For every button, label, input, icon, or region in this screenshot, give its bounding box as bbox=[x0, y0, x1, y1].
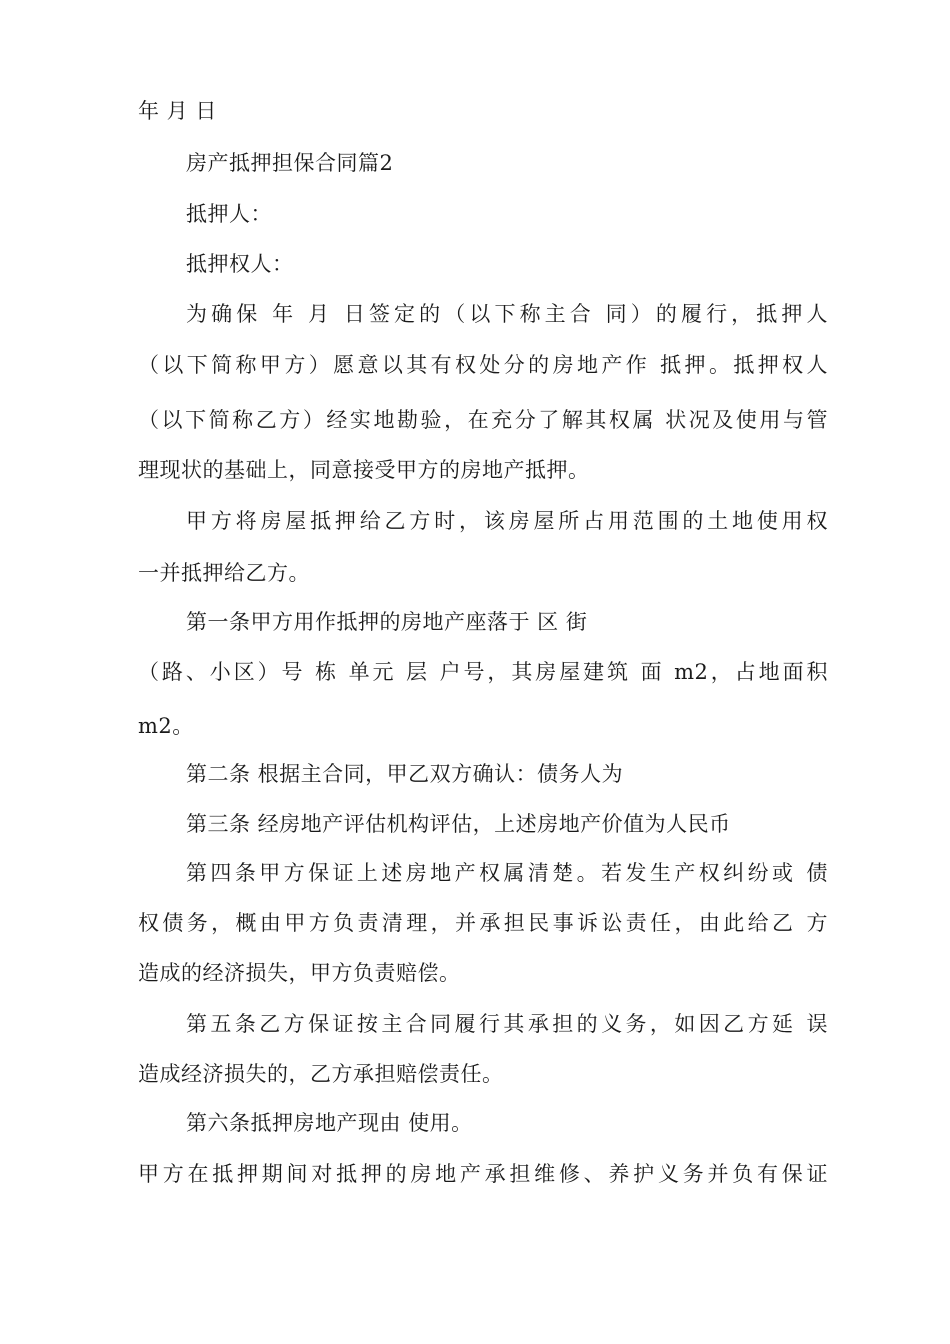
section-title: 房产抵押担保合同篇2 bbox=[186, 151, 394, 175]
clause-1-line: （路、小区）号 栋 单元 层 户号，其房屋建筑 面 m2，占地面积 bbox=[138, 660, 828, 684]
clause-3-line: 第三条 经房地产评估机构评估，上述房地产价值为人民币 bbox=[186, 812, 731, 836]
date-line: 年 月 日 bbox=[138, 99, 217, 123]
clause-6-line: 甲方在抵押期间对抵押的房地产承担维修、养护义务并负有保证 bbox=[138, 1162, 828, 1186]
clause-5-line: 造成经济损失的，乙方承担赔偿责任。 bbox=[138, 1062, 504, 1086]
paragraph-line: 为确保 年 月 日签定的（以下称主合 同）的履行，抵押人 bbox=[186, 302, 828, 326]
paragraph-line: （以下简称乙方）经实地勘验，在充分了解其权属 状况及使用与管 bbox=[138, 408, 828, 432]
clause-2-line: 第二条 根据主合同，甲乙双方确认：债务人为 bbox=[186, 762, 624, 786]
clause-1-line: 第一条甲方用作抵押的房地产座落于 区 街 bbox=[186, 610, 588, 634]
clause-4-line: 造成的经济损失，甲方负责赔偿。 bbox=[138, 961, 461, 985]
paragraph-line: 甲方将房屋抵押给乙方时，该房屋所占用范围的土地使用权 bbox=[186, 509, 828, 533]
clause-1-line: m2。 bbox=[138, 714, 194, 738]
paragraph-line: 一并抵押给乙方。 bbox=[138, 561, 310, 585]
clause-4-line: 第四条甲方保证上述房地产权属清楚。若发生产权纠纷或 债 bbox=[186, 861, 828, 885]
paragraph-line: 理现状的基础上，同意接受甲方的房地产抵押。 bbox=[138, 458, 590, 482]
clause-6-line: 第六条抵押房地产现由 使用。 bbox=[186, 1111, 473, 1135]
mortgagee-label: 抵押权人： bbox=[186, 252, 294, 276]
clause-5-line: 第五条乙方保证按主合同履行其承担的义务，如因乙方延 误 bbox=[186, 1012, 828, 1036]
mortgagor-label: 抵押人： bbox=[186, 202, 272, 226]
clause-4-line: 权债务，概由甲方负责清理，并承担民事诉讼责任，由此给乙 方 bbox=[138, 911, 828, 935]
paragraph-line: （以下简称甲方）愿意以其有权处分的房地产作 抵押。抵押权人 bbox=[138, 353, 828, 377]
